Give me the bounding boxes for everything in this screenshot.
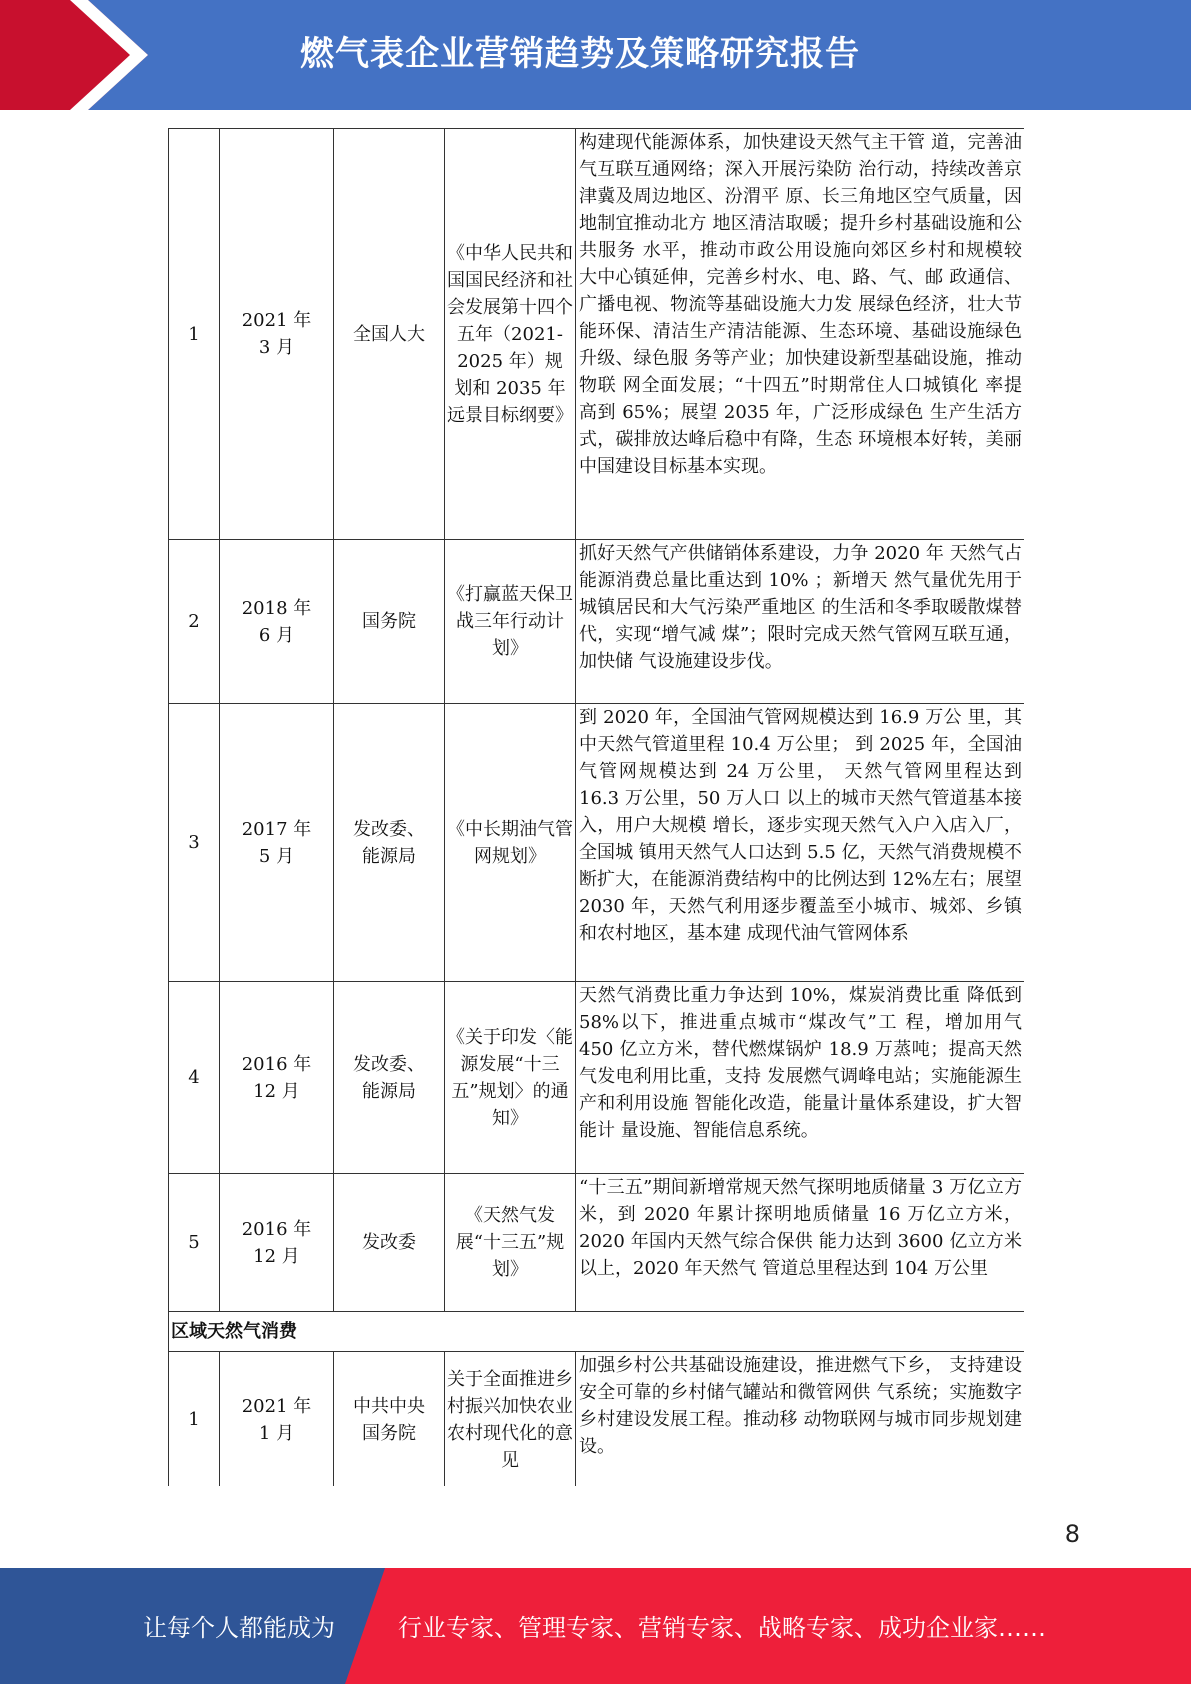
row-description: 抓好天然气产供储销体系建设，力争 2020 年 天然气占能源消费总量比重达到 10% ；新增天 然气量优先用于城镇居民和大气污染严重地区 的生活和冬季取暖散煤替代，实现“增气减 煤”；限时完成天然气管网互联互通，加快储 气设施建设步伐。 [576,540,1025,704]
report-title: 燃气表企业营销趋势及策略研究报告 [300,34,860,74]
row-department: 全国人大 [334,129,445,540]
row-department: 发改委、 能源局 [334,982,445,1174]
footer-slogan-right: 行业专家、管理专家、营销专家、战略专家、成功企业家…… [398,1614,1046,1642]
row-number: 4 [169,982,220,1174]
policy-table [168,128,1024,1486]
row-date: 2021 年 1 月 [220,1352,334,1487]
table-row [169,982,1025,1174]
table-row [169,704,1025,982]
row-description: 天然气消费比重力争达到 10%，煤炭消费比重 降低到 58%以下，推进重点城市“煤改气”工 程，增加用气 450 亿立方米，替代燃煤锅炉 18.9 万蒸吨；提高天然气发电利用比重，支持 发展燃气调峰电站；实施能源生产和利用设施 智能化改造，能量计量体系建设，扩大智能计 量设施、智能信息系统。 [576,982,1025,1174]
row-document: 《打赢蓝天保卫战三年行动计划》 [445,540,576,704]
row-date: 2018 年 6 月 [220,540,334,704]
row-date: 2016 年 12 月 [220,1174,334,1312]
policy-table-container [168,128,1024,1486]
section-header-row [169,1312,1025,1352]
row-description: 构建现代能源体系，加快建设天然气主干管 道，完善油气互联互通网络；深入开展污染防 治行动，持续改善京津冀及周边地区、汾渭平 原、长三角地区空气质量，因地制宜推动北方 地区清洁取暖；提升乡村基础设施和公共服务 水平，推动市政公用设施向郊区乡村和规模较 大中心镇延伸，完善乡村水、电、路、气、邮 政通信、广播电视、物流等基础设施大力发 展绿色经济，壮大节能环保、清洁生产清洁能源、生态环境、基础设施绿色升级、绿色服 务等产业；加快建设新型基础设施，推动物联 网全面发展；“十四五”时期常住人口城镇化 率提高到 65%；展望 2035 年，广泛形成绿色 生产生活方式，碳排放达峰后稳中有降，生态 环境根本好转，美丽中国建设目标基本实现。 [576,129,1025,540]
row-document: 《天然气发展“十三五”规划》 [445,1174,576,1312]
table-row [169,1352,1025,1487]
row-document: 《中长期油气管网规划》 [445,704,576,982]
table-row [169,1174,1025,1312]
row-department: 国务院 [334,540,445,704]
row-number: 3 [169,704,220,982]
row-document: 关于全面推进乡村振兴加快农业农村现代化的意见 [445,1352,576,1487]
table-row [169,129,1025,540]
row-date: 2021 年 3 月 [220,129,334,540]
section-label: 区域天然气消费 [169,1312,1025,1352]
row-date: 2017 年 5 月 [220,704,334,982]
row-date: 2016 年 12 月 [220,982,334,1174]
row-number: 2 [169,540,220,704]
row-description: “十三五”期间新增常规天然气探明地质储量 3 万亿立方米，到 2020 年累计探明地质储量 16 万亿立方米，2020 年国内天然气综合保供 能力达到 3600 亿立方米以上，2020 年天然气 管道总里程达到 104 万公里 [576,1174,1025,1312]
row-department: 发改委 [334,1174,445,1312]
row-number: 5 [169,1174,220,1312]
page-footer [0,1568,1191,1684]
row-number: 1 [169,1352,220,1487]
row-description: 到 2020 年，全国油气管网规模达到 16.9 万公 里，其中天然气管道里程 10.4 万公里； 到 2025 年，全国油气管网规模达到 24 万公里， 天然气管网里程达到 16.3 万公里，50 万人口 以上的城市天然气管道基本接入，用户大规模 增长，逐步实现天然气入户入店入厂，全国城 镇用天然气人口达到 5.5 亿，天然气消费规模不断扩大，在能源消费结构中的比例达到 12%左右；展望 2030 年，天然气利用逐步覆盖至小城市、城郊、乡镇和农村地区，基本建 成现代油气管网体系 [576,704,1025,982]
footer-slogan-left: 让每个人都能成为 [143,1614,335,1642]
page-header [0,0,1191,110]
row-document: 《关于印发〈能源发展“十三五”规划〉的通知》 [445,982,576,1174]
table-row [169,540,1025,704]
row-department: 中共中央 国务院 [334,1352,445,1487]
row-document: 《中华人民共和国国民经济和社会发展第十四个五年（2021- 2025 年）规 划和 2035 年远景目标纲要》 [445,129,576,540]
row-department: 发改委、 能源局 [334,704,445,982]
row-description: 加强乡村公共基础设施建设，推进燃气下乡， 支持建设安全可靠的乡村储气罐站和微管网供 气系统；实施数字乡村建设发展工程。推动移 动物联网与城市同步规划建设。 [576,1352,1025,1487]
row-number: 1 [169,129,220,540]
page-number: 8 [1064,1520,1080,1548]
